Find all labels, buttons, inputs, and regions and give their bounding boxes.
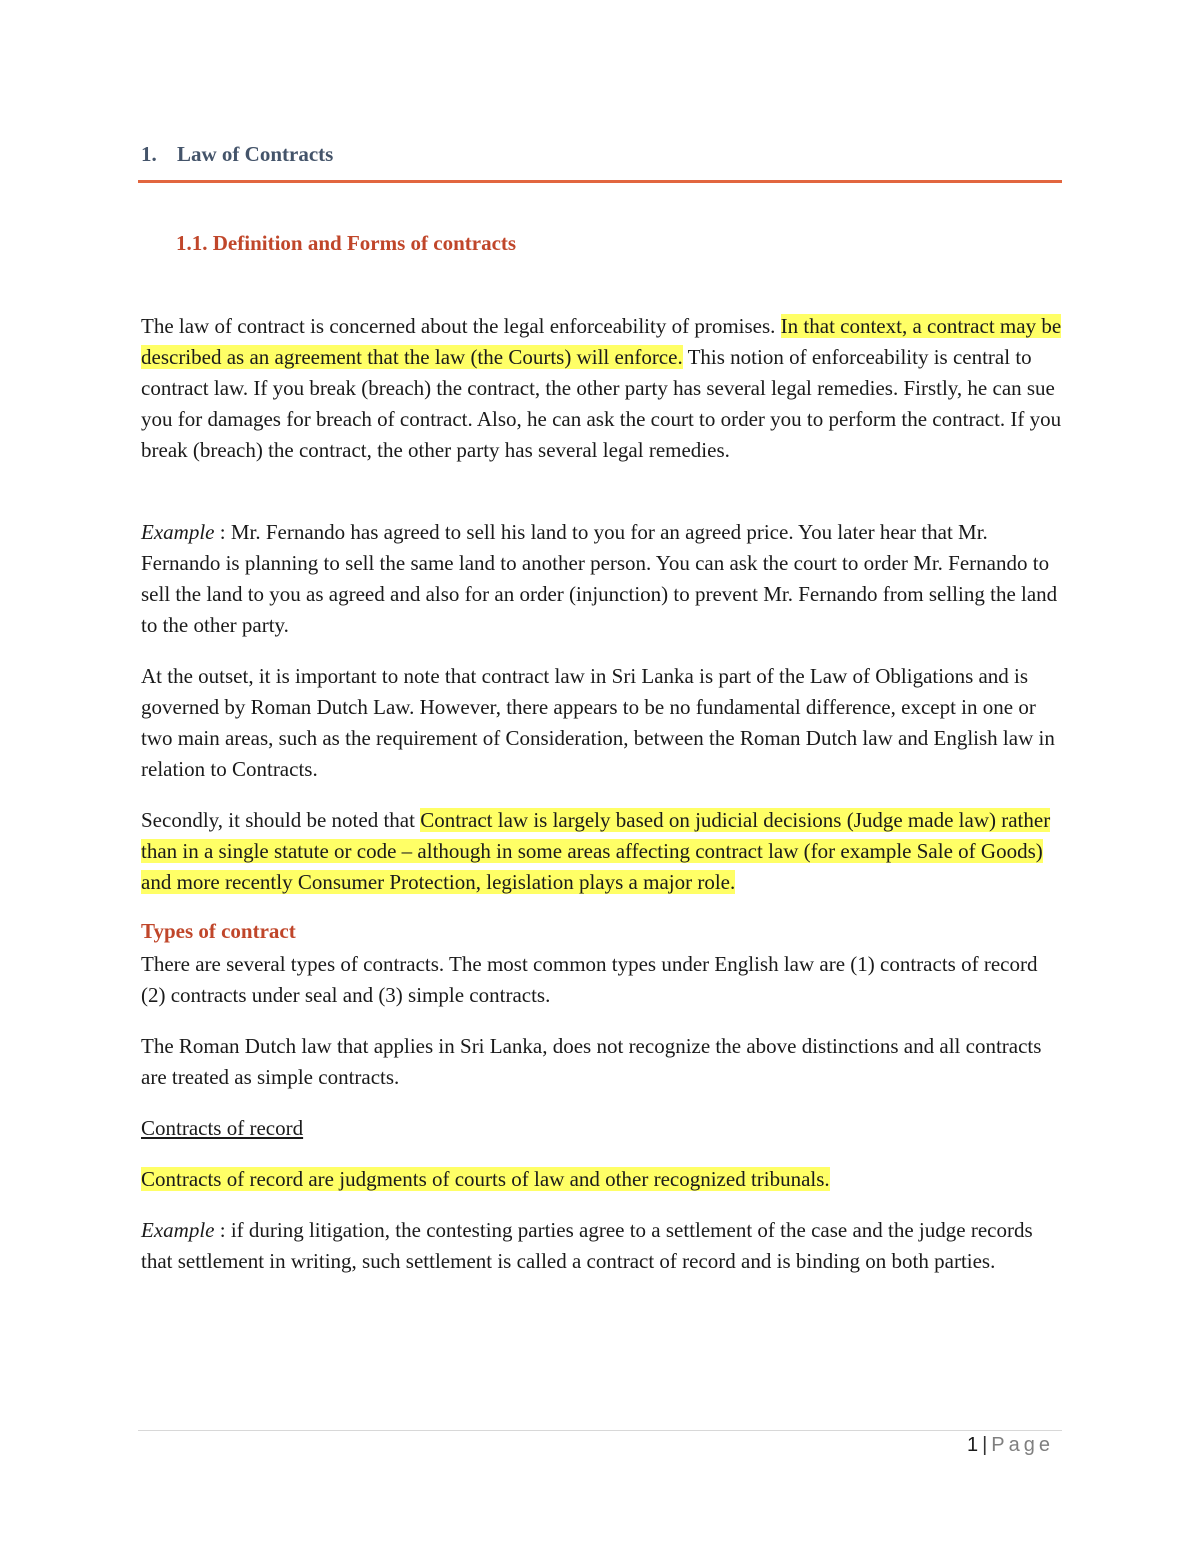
paragraph-example-fernando	[141, 517, 1066, 641]
heading-1	[141, 142, 333, 167]
heading-1-title: Law of Contracts	[177, 142, 334, 166]
page-footer	[967, 1434, 1054, 1457]
paragraph-judicial-decisions	[141, 805, 1066, 898]
paragraph-text: The law of contract is concerned about the legal enforceability of promises.	[141, 314, 781, 338]
paragraph-text: : Mr. Fernando has agreed to sell his land to you for an agreed price. You later hear that Mr. Fernando is planning to sell the same land to another person. You can ask the court to order Mr. Fernando to sell the land to you as agreed and also for an order (injunction) to prevent Mr. Fernando from selling the land to the other party.	[141, 520, 1058, 637]
paragraph-text: Secondly, it should be noted that	[141, 808, 421, 832]
underlined-subheading: Contracts of record	[141, 1116, 304, 1140]
paragraph-text: At the outset, it is important to note that contract law in Sri Lanka is part of the Law of Obligations and is governed by Roman Dutch Law. However, there appears to be no fundamental difference, except in one or two main areas, such as the requirement of Consideration, between the Roman Dutch law and English law in relation to Contracts.	[141, 664, 1055, 781]
types-of-contract-heading: Types of contract	[141, 919, 296, 943]
footer-separator: |	[982, 1434, 988, 1456]
paragraph-roman-dutch	[141, 1031, 1066, 1093]
paragraph-text: This notion of enforceability is central to contract law. If you break (breach) the contract, the other party has several legal remedies. Firstly, he can sue you for damages for breach of contract. Also, he can ask the court to order you to perform the contract. If you break (breach) the contract, the other party has several legal remedies.	[141, 345, 1062, 462]
paragraph-record-definition	[141, 1164, 1066, 1195]
paragraph-sri-lanka-law	[141, 661, 1066, 785]
footer-rule	[138, 1430, 1062, 1431]
paragraph-text: There are several types of contracts. The most common types under English law are (1) contracts of record (2) contracts under seal and (3) simple contracts.	[141, 952, 1038, 1007]
contracts-of-record-heading	[141, 1113, 1066, 1144]
example-label: Example	[141, 1218, 215, 1242]
highlighted-text: Contracts of record are judgments of courts of law and other recognized tribunals.	[141, 1167, 830, 1191]
page-number: 1	[966, 1434, 979, 1456]
paragraph-text: The Roman Dutch law that applies in Sri Lanka, does not recognize the above distinctions and all contracts are treated as simple contracts.	[141, 1034, 1042, 1089]
paragraph-types	[141, 949, 1066, 1011]
heading-1-number: 1.	[141, 142, 157, 166]
paragraph-definition	[141, 311, 1066, 466]
highlighted-text: Contract law is largely based on judicial decisions (Judge made law) rather than in a single statute or code – although in some areas affecting contract law (for example Sale of Goods) and more recently Consumer Protection, legislation plays a major role.	[141, 808, 1051, 894]
paragraph-text: : if during litigation, the contesting parties agree to a settlement of the case and the judge records that settlement in writing, such settlement is called a contract of record and is binding on both parties.	[141, 1218, 1033, 1273]
heading-1-underline-rule	[138, 180, 1062, 183]
example-label: Example	[141, 520, 215, 544]
page-label: Page	[991, 1434, 1054, 1456]
highlighted-text: In that context, a contract may be described as an agreement that the law (the Courts) will enforce.	[141, 314, 1062, 369]
heading-2: 1.1. Definition and Forms of contracts	[176, 231, 517, 255]
paragraph-example-litigation	[141, 1215, 1066, 1277]
